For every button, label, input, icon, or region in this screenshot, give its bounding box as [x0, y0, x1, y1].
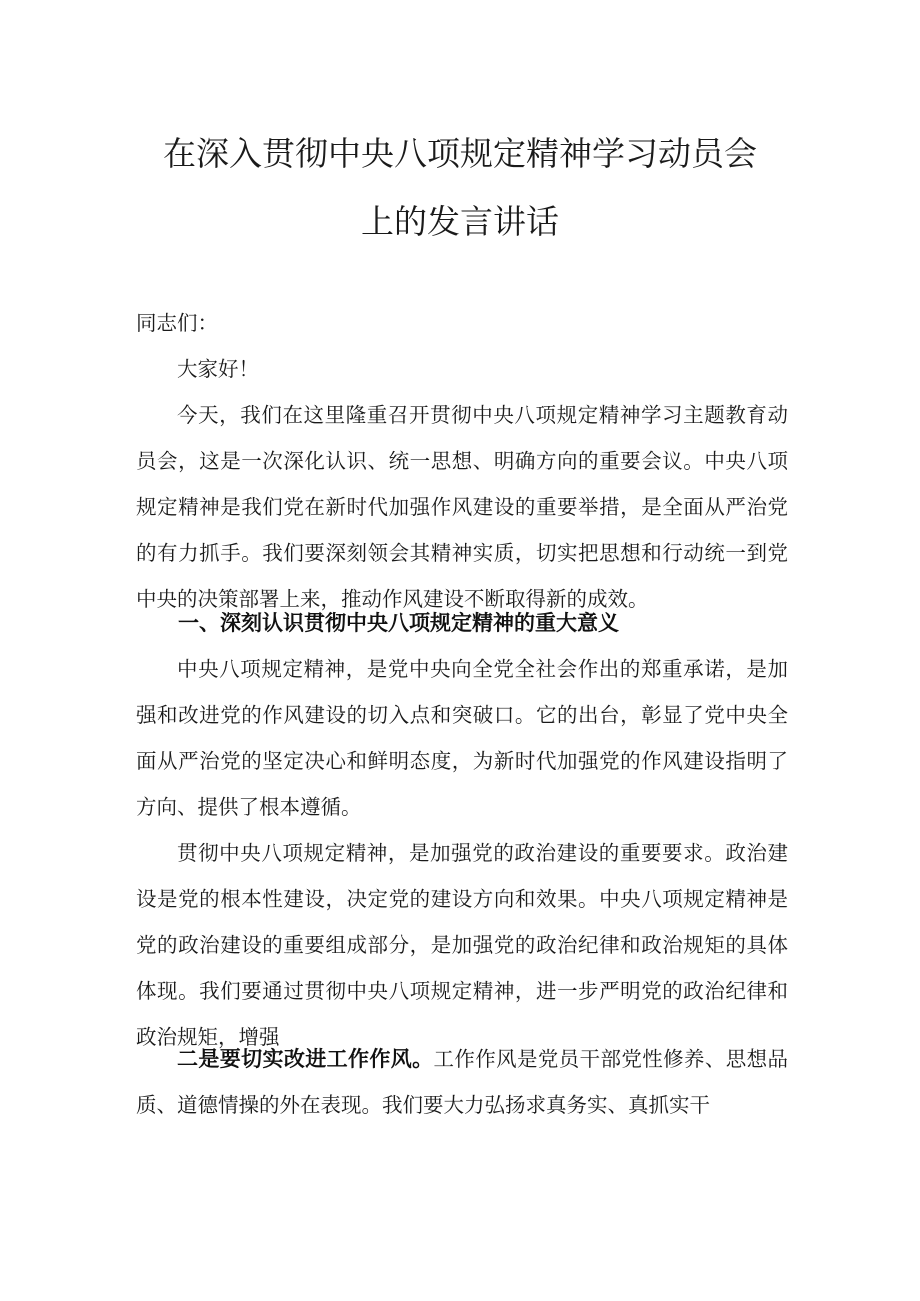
section1-paragraph-1: 中央八项规定精神，是党中央向全党全社会作出的郑重承诺，是加强和改进党的作风建设的切入点和突破口。它的出台，彰显了党中央全面从严治党的坚定决心和鲜明态度，为新时代加强党的作风建设指明了方向、提供了根本遵循。	[136, 657, 788, 819]
point2-paragraph	[136, 1036, 788, 1128]
section1-heading: 一、深刻认识贯彻中央八项规定精神的重大意义	[178, 611, 619, 635]
document-title-line2: 上的发言讲话	[361, 202, 559, 241]
point2-lead: 二是要切实改进工作作风。	[177, 1047, 434, 1071]
point2-text: 工作作风是党员干部党性修养、思想品质、道德情操的外在表现。我们要大力弘扬求真务实、真抓实干	[136, 1047, 788, 1117]
greeting: 大家好！	[177, 357, 259, 381]
intro-paragraph: 今天，我们在这里隆重召开贯彻中央八项规定精神学习主题教育动员会，这是一次深化认识、统一思想、明确方向的重要会议。中央八项规定精神是我们党在新时代加强作风建设的重要举措，是全面从严治党的有力抓手。我们要深刻领会其精神实质，切实把思想和行动统一到党中央的决策部署上来，推动作风建设不断取得新的成效。	[136, 403, 788, 611]
section1-paragraph-2: 贯彻中央八项规定精神，是加强党的政治建设的重要要求。政治建设是党的根本性建设，决定党的建设方向和效果。中央八项规定精神是党的政治建设的重要组成部分，是加强党的政治纪律和政治规矩的具体体现。我们要通过贯彻中央八项规定精神，进一步严明党的政治纪律和政治规矩，增强	[136, 841, 788, 1049]
salutation: 同志们：	[136, 311, 218, 335]
document-title-line1: 在深入贯彻中央八项规定精神学习动员会	[163, 134, 757, 173]
